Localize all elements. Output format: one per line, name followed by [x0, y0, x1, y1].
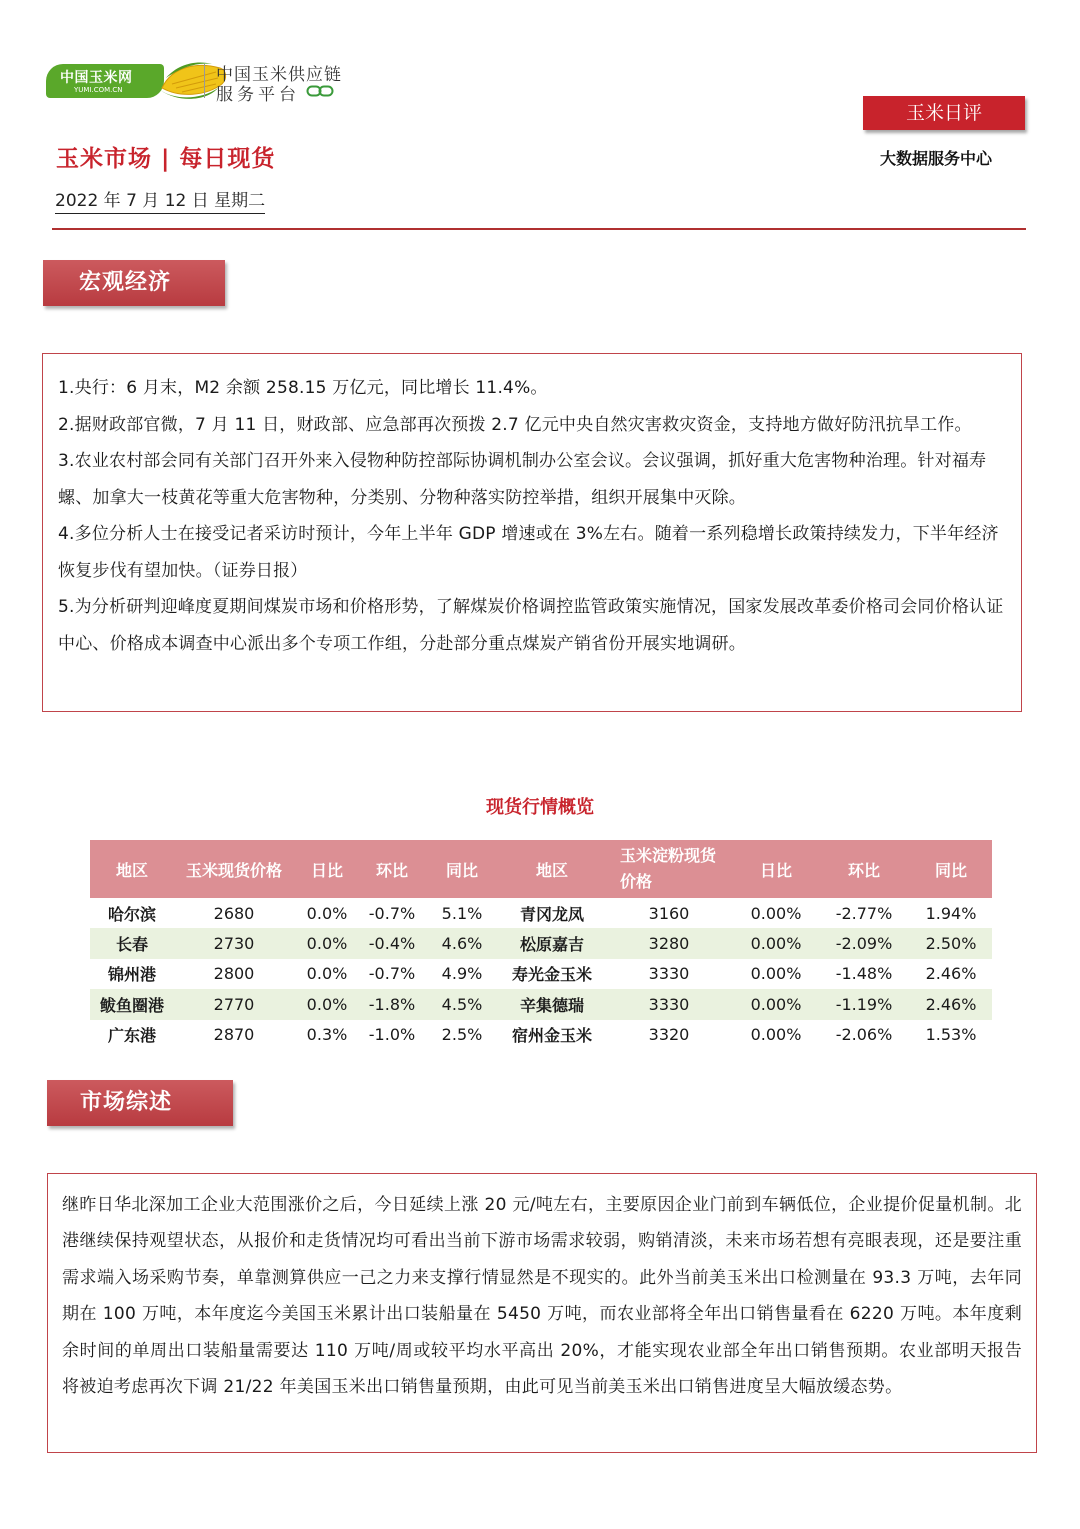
table-row: [90, 989, 992, 1019]
column-header: 日比: [294, 840, 360, 898]
table-cell: 辛集德瑞: [500, 989, 604, 1019]
market-summary-box: [47, 1173, 1037, 1453]
table-cell: 3330: [604, 989, 734, 1019]
table-cell: 3330: [648, 964, 690, 984]
column-header: 日比: [734, 840, 818, 898]
publisher-name: 大数据服务中心: [880, 149, 993, 168]
spot-price-table: [90, 840, 992, 1050]
logo-domain: YUMI.COM.CN: [74, 86, 123, 94]
column-header: 玉米现货价格: [174, 840, 294, 898]
column-header: 玉米淀粉现货价格: [604, 840, 734, 898]
macro-news-box: [42, 353, 1022, 712]
macro-item: 4.多位分析人士在接受记者采访时预计，今年上半年 GDP 增速或在 3%左右。随着一系列稳增长政策持续发力，下半年经济恢复步伐有望加快。（证券日报）: [58, 524, 999, 581]
macro-item: 5.为分析研判迎峰度夏期间煤炭市场和价格形势，了解煤炭价格调控监管政策实施情况，国家发展改革委价格司会同价格认证中心、价格成本调查中心派出多个专项工作组，分赴部分重点煤炭产销省份开展实地调研。: [58, 597, 1004, 654]
table-cell: -1.0%: [368, 1025, 416, 1045]
table-cell: 5.1%: [441, 903, 483, 923]
column-header: 地区: [500, 840, 604, 898]
table-cell: 宿州金玉米: [511, 1026, 592, 1046]
column-header: 环比: [818, 840, 910, 898]
table-cell: 寿光金玉米: [511, 965, 592, 985]
table-cell: 0.00%: [750, 1025, 802, 1045]
table-cell: 2680: [213, 903, 255, 923]
header-divider: [52, 228, 1026, 230]
table-row: [90, 1020, 992, 1050]
macro-item: 3.农业农村部会同有关部门召开外来入侵物种防控部际协调机制办公室会议。会议强调，抓好重大危害物种治理。针对福寿螺、加拿大一枝黄花等重大危害物种，分类别、分物种落实防控举措，组织开展集中灭除。: [58, 451, 987, 508]
column-header: 同比: [424, 840, 500, 898]
table-cell: 2770: [174, 989, 294, 1019]
table-cell: 4.5%: [424, 989, 500, 1019]
table-cell: -2.06%: [835, 1025, 893, 1045]
column-header: 地区: [90, 840, 174, 898]
table-cell: 0.0%: [306, 903, 348, 923]
table-cell: 1.94%: [925, 903, 977, 923]
table-cell: -0.7%: [368, 903, 416, 923]
platform-name-line1: 中国玉米供应链: [216, 65, 342, 85]
table-cell: 广东港: [107, 1026, 156, 1046]
report-date: 2022 年 7 月 12 日 星期二: [55, 186, 265, 214]
table-cell: 1.53%: [925, 1025, 977, 1045]
table-cell: 鲅鱼圈港: [90, 989, 174, 1019]
table-cell: 3160: [648, 903, 690, 923]
table-cell: 锦州港: [107, 965, 156, 985]
table-cell: 0.00%: [750, 903, 802, 923]
table-cell: 0.0%: [294, 928, 360, 958]
section-heading-market: 市场综述: [47, 1080, 233, 1126]
report-type-tag: 玉米日评: [863, 96, 1025, 130]
table-cell: 3320: [648, 1025, 690, 1045]
spot-table-title: 现货行情概览: [486, 797, 594, 818]
table-cell: 2.46%: [910, 989, 992, 1019]
table-row: [90, 959, 992, 989]
table-cell: 3280: [604, 928, 734, 958]
macro-item: 1.央行：6 月末，M2 余额 258.15 万亿元，同比增长 11.4%。: [58, 378, 548, 398]
link-icon: [306, 84, 334, 98]
table-cell: -2.77%: [835, 903, 893, 923]
table-cell: 2800: [213, 964, 255, 984]
table-cell: 2.50%: [910, 928, 992, 958]
table-cell: -2.09%: [818, 928, 910, 958]
table-cell: 4.9%: [441, 964, 483, 984]
table-cell: 0.0%: [306, 964, 348, 984]
table-cell: -1.48%: [835, 964, 893, 984]
table-cell: -1.19%: [818, 989, 910, 1019]
table-cell: 4.6%: [424, 928, 500, 958]
table-cell: -0.7%: [368, 964, 416, 984]
market-summary-text: 继昨日华北深加工企业大范围涨价之后，今日延续上涨 20 元/吨左右，主要原因企业门前到车辆低位，企业提价促量机制。北港继续保持观望状态，从报价和走货情况均可看出当前下游市场需求较弱，购销清淡，未来市场若想有亮眼表现，还是要注重需求端入场采购节奏，单靠测算供应一己之力来支撑行情显然是不现实的。此外当前美玉米出口检测量在 93.3 万吨，去年同期在 100 万吨，本年度迄今美国玉米累计出口装船量在 5450 万吨，而农业部将全年出口销售量看在 6220 万吨。本年度剩余时间的单周出口装船量需要达 110 万吨/周或较平均水平高出 20%，才能实现农业部全年出口销售预期。农业部明天报告将被迫考虑再次下调 21/22 年美国玉米出口销售量预期，由此可见当前美玉米出口销售进度呈大幅放缓态势。: [62, 1195, 1022, 1398]
table-cell: 0.0%: [294, 989, 360, 1019]
column-header: 环比: [360, 840, 424, 898]
table-cell: 0.00%: [750, 964, 802, 984]
table-cell: -1.8%: [360, 989, 424, 1019]
table-cell: 哈尔滨: [107, 904, 156, 924]
column-header: 同比: [910, 840, 992, 898]
table-cell: 2.5%: [441, 1025, 483, 1045]
table-cell: 2870: [213, 1025, 255, 1045]
table-cell: 0.00%: [734, 928, 818, 958]
site-logo[interactable]: [46, 58, 196, 104]
table-cell: 长春: [90, 928, 174, 958]
section-heading-macro: 宏观经济: [43, 260, 225, 306]
logo-text: 中国玉米网: [60, 70, 133, 86]
table-cell: 2730: [174, 928, 294, 958]
table-cell: 2.46%: [925, 964, 977, 984]
table-cell: 青冈龙凤: [519, 904, 584, 924]
table-cell: 0.00%: [734, 989, 818, 1019]
platform-name-line2: 服务平台: [216, 85, 300, 105]
table-row: [90, 898, 992, 928]
macro-item: 2.据财政部官微，7 月 11 日，财政部、应急部再次预拨 2.7 亿元中央自然灾害救灾资金，支持地方做好防汛抗旱工作。: [58, 414, 972, 435]
page-title: 玉米市场 | 每日现货: [56, 146, 276, 172]
table-header-row: [90, 840, 992, 898]
table-cell: 松原嘉吉: [500, 928, 604, 958]
table-cell: 0.3%: [306, 1025, 348, 1045]
logo-divider: [204, 64, 205, 98]
table-cell: -0.4%: [360, 928, 424, 958]
table-row: [90, 928, 992, 958]
